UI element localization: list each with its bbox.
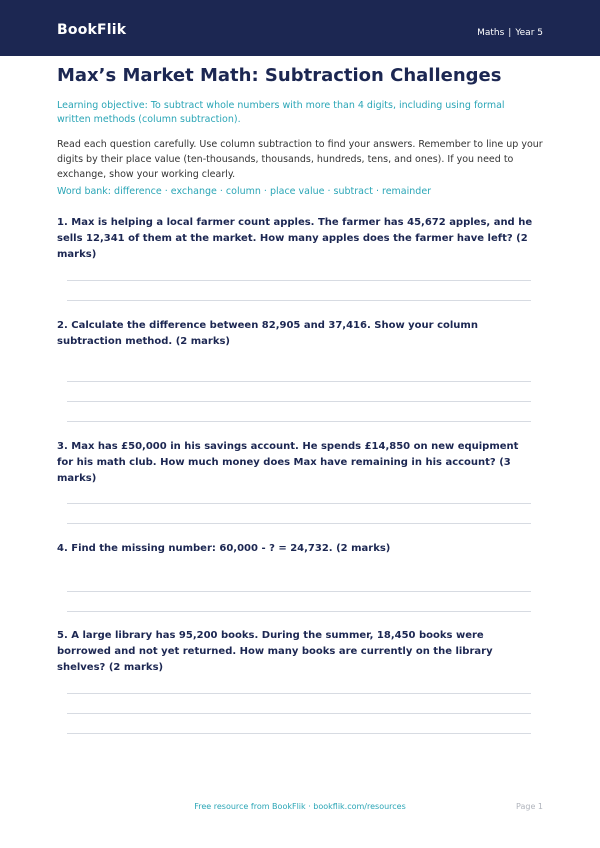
question-1: 1. Max is helping a local farmer count apples. The farmer has 45,672 apples, and he sells 12,341 of them at the market. How many apples does the farmer have left? (2 marks) [57,217,533,260]
word-bank: Word bank: difference · exchange · column · place value · subtract · remainder [57,186,432,197]
answer-line [67,381,531,382]
answer-line [67,421,531,422]
answer-line [67,401,531,402]
answer-line [67,611,531,612]
year-label: Year 5 [515,28,543,38]
page-title: Max’s Market Math: Subtraction Challenges [57,65,502,86]
subject-year [477,28,543,38]
answer-line [67,523,531,524]
answer-line [67,693,531,694]
subject-label: Maths [477,28,505,38]
page-number: Page 1 [516,802,543,811]
answer-line [67,733,531,734]
footer-credit: Free resource from BookFlik · bookflik.com/resources [194,802,406,811]
answer-line [67,713,531,714]
meta-separator: | [508,28,512,38]
answer-line [67,280,531,281]
answer-line [67,503,531,504]
answer-line [67,300,531,301]
learning-objective: Learning objective: To subtract whole numbers with more than 4 digits, including using formal written methods (column subtraction). [57,100,505,125]
brand-logo-text: BookFlik [57,22,127,38]
question-4: 4. Find the missing number: 60,000 - ? = 24,732. (2 marks) [57,543,391,554]
question-3: 3. Max has £50,000 in his savings account. He spends £14,850 on new equipment for his math club. How much money does Max have remaining in his account? (3 marks) [57,441,519,484]
question-2: 2. Calculate the difference between 82,905 and 37,416. Show your column subtraction method. (2 marks) [57,320,478,347]
answer-line [67,591,531,592]
header-bar [0,0,600,56]
question-5: 5. A large library has 95,200 books. During the summer, 18,450 books were borrowed and not yet returned. How many books are currently on the library shelves? (2 marks) [57,630,493,673]
instructions: Read each question carefully. Use column subtraction to find your answers. Remember to line up your digits by their place value (ten-thousands, thousands, hundreds, tens, and ones). If you need to exchange, show your working clearly. [57,139,543,180]
